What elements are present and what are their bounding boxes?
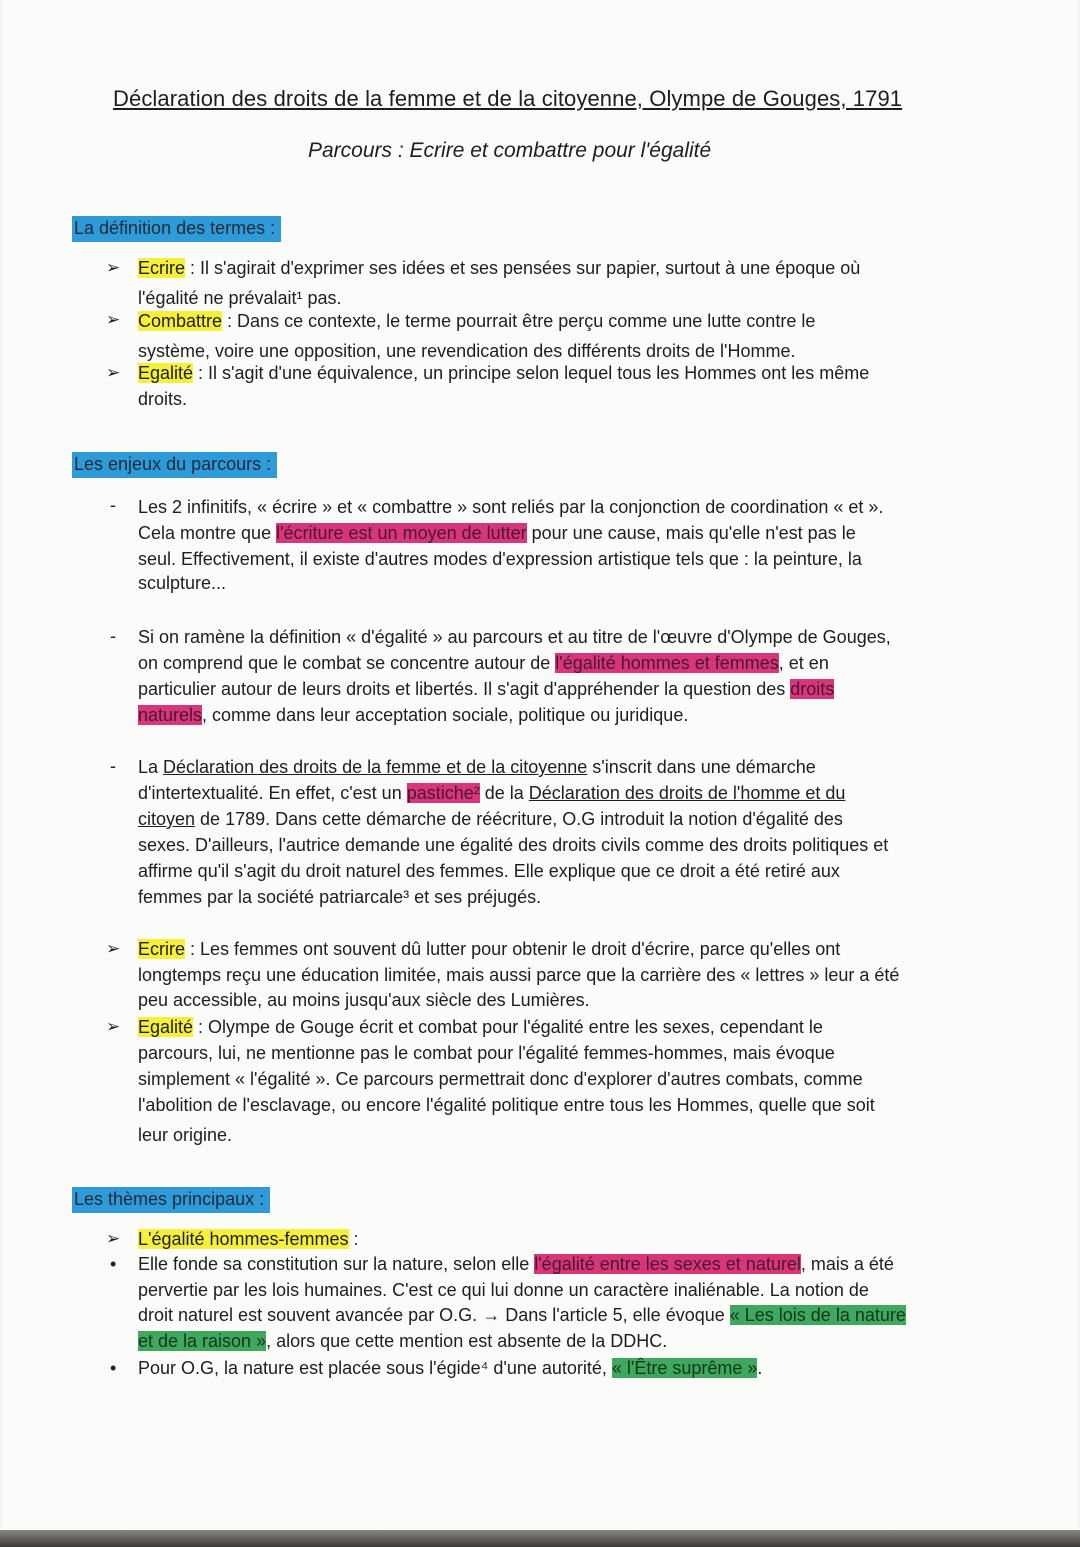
term-ecrire: Ecrire bbox=[138, 258, 186, 278]
dash-bullet-icon: - bbox=[110, 756, 116, 776]
document-subtitle: Parcours : Ecrire et combattre pour l'égalité bbox=[308, 139, 712, 162]
enjeux-p3-line3: citoyen de 1789. Dans cette démarche de réécriture, O.G introduit la notion d'égalité des bbox=[138, 809, 843, 829]
themes-b1-line3: droit naturel est souvent avancée par O.G. → Dans l'article 5, elle évoque « Les lois de la nature bbox=[138, 1305, 906, 1325]
section-heading-enjeux: Les enjeux du parcours : bbox=[72, 452, 277, 478]
enjeux-p2-line4: naturels, comme dans leur acceptation sociale, politique ou juridique. bbox=[138, 705, 689, 725]
arrow-bullet-icon: ➢ bbox=[106, 258, 121, 277]
theme-item-heading: L'égalité hommes-femmes : bbox=[138, 1229, 359, 1249]
term-ecrire-2: Ecrire bbox=[138, 939, 186, 959]
term-egalite-2: Egalité bbox=[138, 1017, 194, 1037]
enjeux-ecrire-line3: peu accessible, au moins jusqu'aux siècle des Lumières. bbox=[138, 990, 590, 1010]
enjeux-p2-line1: Si on ramène la définition « d'égalité » au parcours et au titre de l'œuvre d'Olympe de Gouges, bbox=[138, 627, 891, 647]
enjeux-p1-line4: sculpture... bbox=[138, 573, 227, 593]
enjeux-egalite-line4: l'abolition de l'esclavage, ou encore l'égalité politique entre tous les Hommes, quelle que soit bbox=[138, 1095, 875, 1115]
enjeux-egalite-line1: Egalité : Olympe de Gouge écrit et combat pour l'égalité entre les sexes, cependant le bbox=[138, 1017, 823, 1037]
arrow-bullet-icon: ➢ bbox=[106, 363, 121, 382]
arrow-bullet-icon: ➢ bbox=[106, 1229, 121, 1248]
highlight-naturels: naturels bbox=[138, 705, 203, 725]
section-heading-definitions: La définition des termes : bbox=[72, 216, 281, 242]
enjeux-p3-line2: d'intertextualité. En effet, c'est un pastiche² de la Déclaration des droits de l'homme et du bbox=[138, 783, 846, 803]
dash-bullet-icon: - bbox=[110, 495, 116, 515]
highlight-droits: droits bbox=[790, 679, 835, 699]
definition-egalite-line2: droits. bbox=[138, 389, 188, 409]
document-title: Déclaration des droits de la femme et de la citoyenne, Olympe de Gouges, 1791 bbox=[113, 86, 903, 111]
themes-b1-line4: et de la raison », alors que cette mention est absente de la DDHC. bbox=[138, 1331, 668, 1351]
themes-b1-line2: pervertie par les lois humaines. C'est ce qui lui donne un caractère inaliénable. La notion de bbox=[138, 1280, 869, 1300]
highlight-raison: et de la raison » bbox=[138, 1331, 267, 1351]
enjeux-p2-line3: particulier autour de leurs droits et libertés. Il s'agit d'appréhender la question des droits bbox=[138, 679, 835, 699]
themes-b1-line1: Elle fonde sa constitution sur la nature, selon elle l'égalité entre les sexes et naturel, mais a été bbox=[138, 1254, 894, 1274]
highlight-egalite-naturel: l'égalité entre les sexes et naturel bbox=[534, 1254, 801, 1274]
highlight-pastiche: pastiche² bbox=[406, 783, 480, 803]
arrow-bullet-icon: ➢ bbox=[106, 1017, 121, 1036]
page-bottom-edge bbox=[0, 1530, 1080, 1547]
work-title-ddfc: Déclaration des droits de la femme et de la citoyenne bbox=[163, 757, 588, 777]
enjeux-egalite-line3: simplement « l'égalité ». Ce parcours permettrait donc d'explorer d'autres combats, comme bbox=[138, 1069, 863, 1089]
enjeux-ecrire-line1: Ecrire : Les femmes ont souvent dû lutter pour obtenir le droit d'écrire, parce qu'elles ont bbox=[138, 939, 841, 959]
enjeux-p2-line2: on comprend que le combat se concentre autour de l'égalité hommes et femmes, et en bbox=[138, 653, 829, 673]
highlight-etre-supreme: « l'Être suprême » bbox=[611, 1358, 758, 1378]
enjeux-egalite-line5: leur origine. bbox=[138, 1125, 233, 1145]
themes-b2-line1: Pour O.G, la nature est placée sous l'égide⁴ d'une autorité, « l'Être suprême ». bbox=[138, 1358, 763, 1378]
enjeux-p3-line1: La Déclaration des droits de la femme et de la citoyenne s'inscrit dans une démarche bbox=[138, 757, 816, 777]
term-egalite: Egalité bbox=[138, 363, 194, 383]
dash-bullet-icon: - bbox=[110, 626, 116, 646]
highlight-ecriture-moyen: l'écriture est un moyen de lutter bbox=[276, 523, 527, 543]
arrow-bullet-icon: ➢ bbox=[106, 310, 121, 329]
term-egalite-hommes-femmes: L'égalité hommes-femmes bbox=[138, 1229, 349, 1249]
enjeux-p3-line4: sexes. D'ailleurs, l'autrice demande une égalité des droits civils comme des droits politiques et bbox=[138, 835, 889, 855]
arrow-bullet-icon: ➢ bbox=[106, 939, 121, 958]
highlight-lois-nature: « Les lois de la nature bbox=[729, 1305, 906, 1325]
enjeux-p3-line5: affirme qu'il s'agit du droit naturel des femmes. Elle explique que ce droit a été retiré aux bbox=[138, 861, 840, 881]
highlight-egalite-hommes-femmes: l'égalité hommes et femmes bbox=[555, 653, 779, 673]
definition-combattre-line2: système, voire une opposition, une revendication des différents droits de l'Homme. bbox=[138, 341, 796, 361]
dot-bullet-icon: • bbox=[110, 1254, 117, 1274]
enjeux-egalite-line2: parcours, lui, ne mentionne pas le combat pour l'égalité femmes-hommes, mais évoque bbox=[138, 1043, 835, 1063]
enjeux-p1-line1: Les 2 infinitifs, « écrire » et « combattre » sont reliés par la conjonction de coordination « et ». bbox=[138, 497, 884, 517]
enjeux-p3-line6: femmes par la société patriarcale³ et ses préjugés. bbox=[138, 887, 542, 907]
definition-ecrire-line2: l'égalité ne prévalait¹ pas. bbox=[138, 288, 342, 308]
definition-egalite-line1: Egalité : Il s'agit d'une équivalence, un principe selon lequel tous les Hommes ont les même bbox=[138, 363, 870, 383]
work-title-ddhc: Déclaration des droits de l'homme et du bbox=[528, 783, 846, 803]
enjeux-p1-line2: Cela montre que l'écriture est un moyen de lutter pour une cause, mais qu'elle n'est pas le bbox=[138, 523, 856, 543]
term-combattre: Combattre bbox=[138, 311, 223, 331]
dot-bullet-icon: • bbox=[110, 1358, 117, 1378]
definition-ecrire-line1: Ecrire : Il s'agirait d'exprimer ses idées et ses pensées sur papier, surtout à une époque où bbox=[138, 258, 861, 278]
definition-combattre-line1: Combattre : Dans ce contexte, le terme pourrait être perçu comme une lutte contre le bbox=[138, 311, 816, 331]
section-heading-themes: Les thèmes principaux : bbox=[72, 1187, 270, 1213]
enjeux-ecrire-line2: longtemps reçu une éducation limitée, mais aussi parce que la carrière des « lettres » leur a été bbox=[138, 965, 900, 985]
enjeux-p1-line3: seul. Effectivement, il existe d'autres modes d'expression artistique tels que : la peinture, la bbox=[138, 549, 862, 569]
